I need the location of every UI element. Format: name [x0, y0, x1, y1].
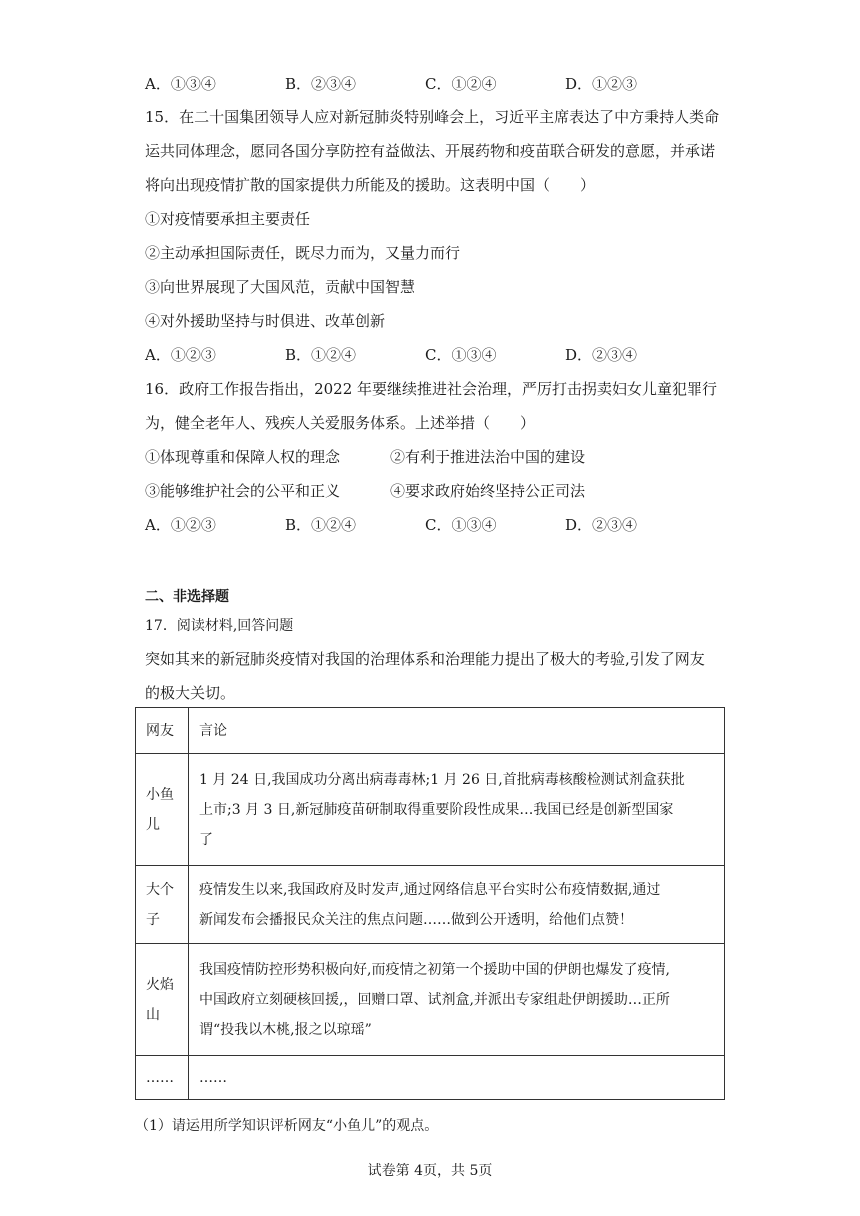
netizen-name: 火焰 山: [136, 944, 189, 1056]
q15-item-2: ②主动承担国际责任，既尽力而为，又量力而行: [145, 244, 461, 262]
q15-option-b: B．①②④: [285, 346, 357, 364]
table-header-row: [136, 708, 725, 754]
q16-option-c: C．①③④: [425, 516, 497, 534]
netizen-name: 大个 子: [136, 866, 189, 944]
q15-stem-line-1: 15．在二十国集团领导人应对新冠肺炎特别峰会上，习近平主席表达了中方秉持人类命: [145, 108, 720, 126]
header-netizen: 网友: [136, 708, 189, 754]
table-row: [136, 866, 725, 944]
q17-intro-line-2: 的极大关切。: [145, 684, 236, 702]
netizen-comment: ……: [189, 1056, 725, 1100]
q15-option-c: C．①③④: [425, 346, 497, 364]
q16-item-3: ③能够维护社会的公平和正义: [145, 482, 341, 500]
q17-intro-line-1: 突如其来的新冠肺炎疫情对我国的治理体系和治理能力提出了极大的考验,引发了网友: [145, 650, 705, 668]
q14-option-a: A．①③④: [145, 75, 216, 93]
q15-stem-line-2: 运共同体理念，愿同各国分享防控有益做法、开展药物和疫苗联合研发的意愿，并承诺: [145, 142, 716, 160]
q16-option-d: D．②③④: [565, 516, 638, 534]
q16-option-a: A．①②③: [145, 516, 216, 534]
q15-options: [145, 344, 705, 365]
q16-items-row-2: [145, 480, 585, 501]
q15-item-1: ①对疫情要承担主要责任: [145, 210, 311, 228]
q16-items-row-1: [145, 446, 585, 467]
q17-title: 17．阅读材料,回答问题: [145, 618, 294, 634]
table-row: [136, 1056, 725, 1100]
q16-option-b: B．①②④: [285, 516, 357, 534]
q16-item-4: ④要求政府始终坚持公正司法: [390, 482, 586, 500]
netizen-comment: 我国疫情防控形势积极向好,而疫情之初第一个援助中国的伊朗也爆发了疫情, 中国政府立刻硬核回援,，回赠口罩、试剂盒,并派出专家组赴伊朗援助…正所 谓“投我以木桃,报之以琼瑶”: [189, 944, 725, 1056]
q16-stem-line-1: 16．政府工作报告指出，2022 年要继续推进社会治理，严厉打击拐卖妇女儿童犯罪行: [145, 380, 718, 398]
netizen-comment: 1 月 24 日,我国成功分离出病毒毒林;1 月 26 日,首批病毒核酸检测试剂盒获批 上市;3 月 3 日,新冠肺疫苗研制取得重要阶段性成果…我国已经是创新型国家 了: [189, 754, 725, 866]
header-comment: 言论: [189, 708, 725, 754]
section-heading: 二、非选择题: [145, 589, 229, 605]
q15-stem-line-3: 将向出现疫情扩散的国家提供力所能及的援助。这表明中国（ ）: [145, 176, 596, 194]
q14-option-d: D．①②③: [565, 75, 638, 93]
q14-options: [145, 73, 705, 94]
q16-stem-line-2: 为，健全老年人、残疾人关爱服务体系。上述举措（ ）: [145, 414, 536, 432]
q16-item-2: ②有利于推进法治中国的建设: [390, 448, 586, 466]
netizen-comments-table: [135, 707, 725, 1100]
q16-options: [145, 514, 705, 535]
netizen-name: 小鱼 儿: [136, 754, 189, 866]
netizen-name: ……: [136, 1056, 189, 1100]
q14-option-b: B．②③④: [285, 75, 357, 93]
q17-subquestion-1: （1）请运用所学知识评析网友“小鱼儿”的观点。: [135, 1118, 439, 1134]
table-row: [136, 944, 725, 1056]
q15-option-d: D．②③④: [565, 346, 638, 364]
q16-item-1: ①体现尊重和保障人权的理念: [145, 448, 341, 466]
q14-option-c: C．①②④: [425, 75, 497, 93]
q15-item-3: ③向世界展现了大国风范，贡献中国智慧: [145, 278, 416, 296]
q15-item-4: ④对外援助坚持与时俱进、改革创新: [145, 312, 386, 330]
table-row: [136, 754, 725, 866]
netizen-comment: 疫情发生以来,我国政府及时发声,通过网络信息平台实时公布疫情数据,通过 新闻发布会播报民众关注的焦点问题……做到公开透明，给他们点赞！: [189, 866, 725, 944]
page-footer: 试卷第 4页，共 5页: [367, 1163, 493, 1179]
q15-option-a: A．①②③: [145, 346, 216, 364]
